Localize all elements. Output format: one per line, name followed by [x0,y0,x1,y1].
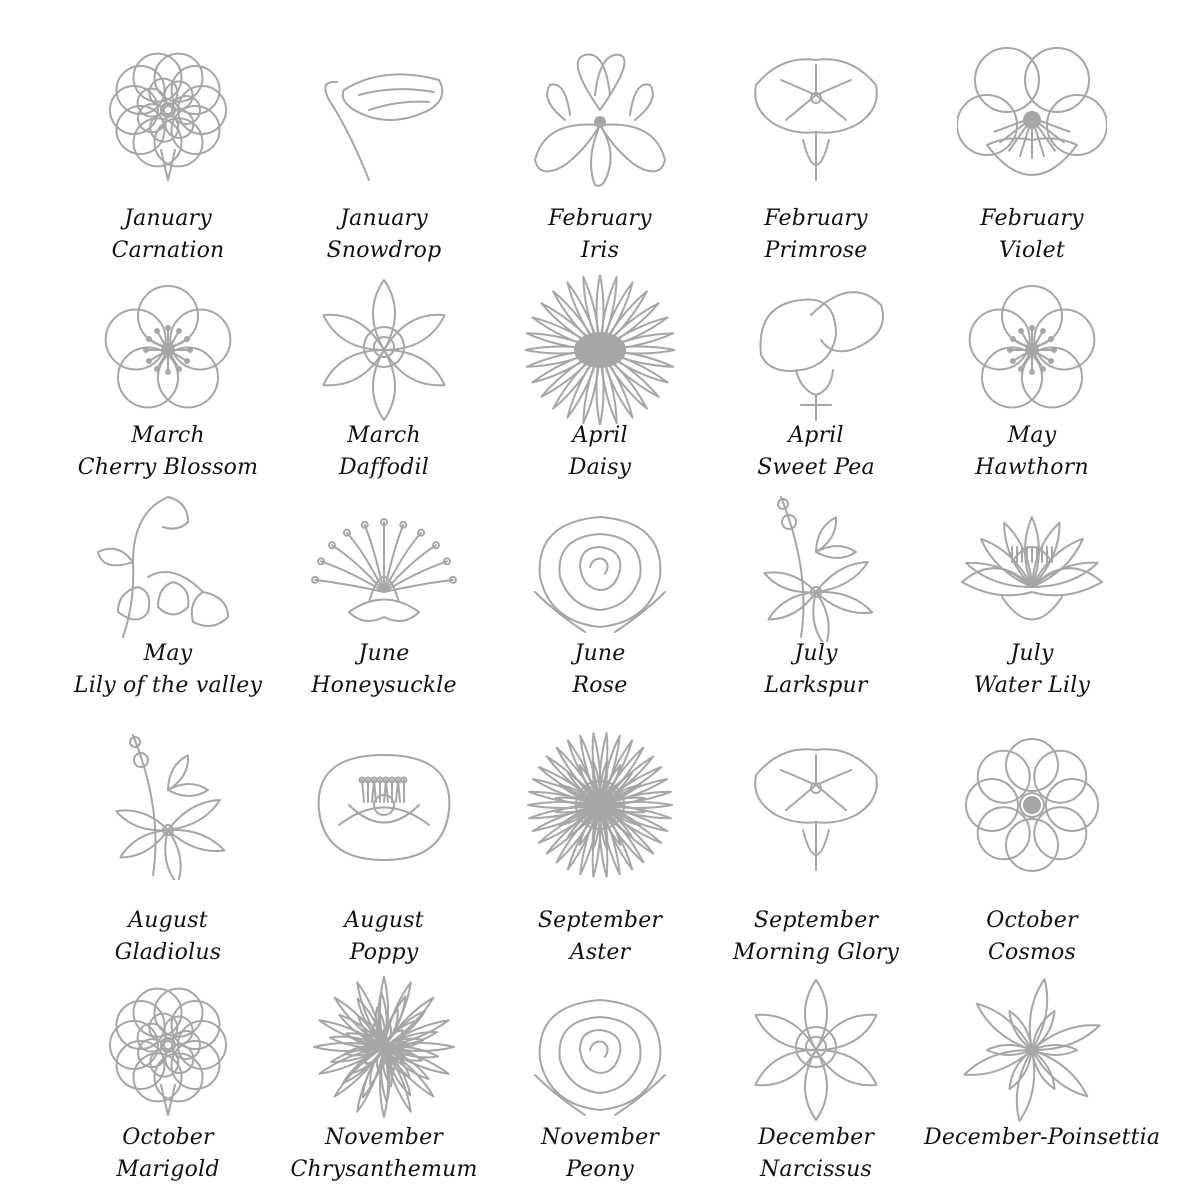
flower-name-label: Daisy [568,455,632,480]
month-label: October [122,1125,214,1150]
month-label: June [574,641,626,666]
flower-caption [924,1122,1161,1154]
flower-name-label: Hawthorn [975,455,1089,480]
month-label: May [1007,423,1057,448]
flower-caption [492,638,708,702]
cherry-blossom-icon [93,275,243,425]
flower-caption [924,638,1140,702]
month-label: August [344,908,424,933]
flower-caption [708,905,924,969]
larkspur-icon [741,492,891,642]
flower-name-label: Primrose [764,238,868,263]
flower-caption [276,203,492,267]
flower-name-label: Sweet Pea [757,455,875,480]
flower-caption [60,1122,276,1186]
flower-name-label: Honeysuckle [311,673,457,698]
poppy-icon [309,730,459,880]
month-label: February [764,206,868,231]
flower-caption [708,638,924,702]
month-label: November [540,1125,660,1150]
flower-name-label: Gladiolus [114,940,222,965]
flower-caption [60,203,276,267]
month-label: April [572,423,628,448]
chrysanthemum-icon [309,975,459,1125]
flower-name-label: Lily of the valley [73,673,263,698]
flower-caption [708,1122,924,1186]
month-label: January [124,206,212,231]
narcissus-icon [741,975,891,1125]
flower-caption [492,1122,708,1186]
flower-caption [60,905,276,969]
month-label: February [980,206,1084,231]
month-label: December [757,1125,875,1150]
flower-name-label: Larkspur [764,673,868,698]
month-label: April [788,423,844,448]
month-label: September [753,908,879,933]
flower-caption [708,203,924,267]
flower-name-label: Morning Glory [732,940,900,965]
flower-name-label: Marigold [116,1157,220,1182]
cosmos-icon [957,730,1107,880]
flower-name-label: Cherry Blossom [77,455,259,480]
flower-caption [924,203,1140,267]
month-label: November [324,1125,444,1150]
flower-name-label: Poppy [349,940,419,965]
violet-icon [957,40,1107,190]
morning-glory-icon [741,730,891,880]
hawthorn-icon [957,275,1107,425]
flower-name-label: Aster [569,940,631,965]
flower-name-label: Narcissus [759,1157,873,1182]
flower-caption [276,1122,492,1186]
flower-name-label: Violet [999,238,1065,263]
flower-name-label: December-Poinsettia [924,1125,1161,1150]
flower-name-label: Rose [572,673,628,698]
month-label: August [128,908,208,933]
carnation-icon [93,40,243,190]
flower-caption [492,420,708,484]
month-label: September [537,908,663,933]
month-label: March [347,423,421,448]
aster-icon [525,730,675,880]
peony-icon [525,975,675,1125]
iris-icon [525,40,675,190]
month-label: March [131,423,205,448]
month-label: October [986,908,1078,933]
flower-name-label: Snowdrop [326,238,442,263]
sweet-pea-icon [741,275,891,425]
flower-name-label: Peony [566,1157,634,1182]
gladiolus-icon [93,730,243,880]
honeysuckle-icon [309,492,459,642]
flower-name-label: Carnation [111,238,225,263]
flower-name-label: Chrysanthemum [290,1157,478,1182]
month-label: July [794,641,838,666]
flower-name-label: Iris [580,238,620,263]
flower-name-label: Water Lily [973,673,1091,698]
daffodil-icon [309,275,459,425]
flower-caption [276,905,492,969]
water-lily-icon [957,492,1107,642]
rose-icon [525,492,675,642]
flower-caption [60,420,276,484]
flower-caption [924,420,1140,484]
flower-caption [708,420,924,484]
flower-name-label: Daffodil [338,455,430,480]
flower-name-label: Cosmos [988,940,1076,965]
flower-caption [276,420,492,484]
month-label: February [548,206,652,231]
month-label: May [143,641,193,666]
flower-caption [492,905,708,969]
flower-caption [924,905,1140,969]
month-label: January [340,206,428,231]
daisy-icon [525,275,675,425]
snowdrop-icon [309,40,459,190]
flower-caption [60,638,276,702]
poinsettia-icon [957,975,1107,1125]
primrose-icon [741,40,891,190]
month-label: July [1010,641,1054,666]
flower-caption [492,203,708,267]
month-label: June [358,641,410,666]
marigold-icon [93,975,243,1125]
lily-of-the-valley-icon [93,492,243,642]
flower-caption [276,638,492,702]
